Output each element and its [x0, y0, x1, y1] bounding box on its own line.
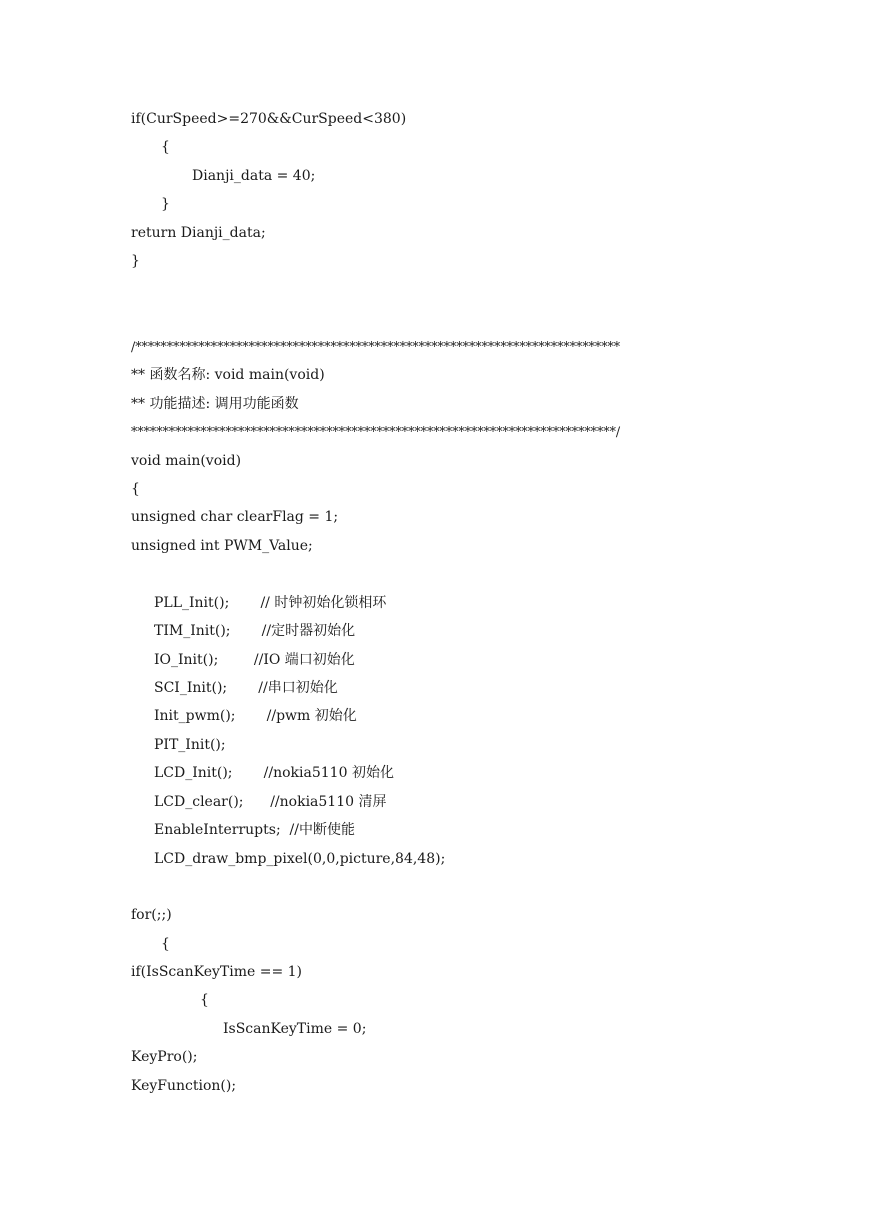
code-line: return Dianji_data;	[131, 225, 266, 241]
comment-function-name: ** 函数名称: void main(void)	[131, 367, 325, 383]
code-line: for(;;)	[131, 907, 172, 923]
code-line: unsigned int PWM_Value;	[131, 538, 313, 554]
code-line: }	[131, 253, 140, 269]
code-line: Init_pwm(); //pwm 初始化	[154, 708, 357, 724]
code-line: if(IsScanKeyTime == 1)	[131, 964, 303, 980]
code-line: SCI_Init(); //串口初始化	[154, 680, 338, 696]
code-line: {	[161, 936, 170, 952]
code-line: IO_Init(); //IO 端口初始化	[154, 652, 355, 668]
code-line: PIT_Init();	[154, 737, 226, 753]
code-line: KeyFunction();	[131, 1078, 237, 1094]
code-line: if(CurSpeed>=270&&CurSpeed<380)	[131, 111, 407, 127]
code-line: PLL_Init(); // 时钟初始化锁相环	[154, 595, 387, 611]
code-line: TIM_Init(); //定时器初始化	[154, 623, 356, 639]
comment-border-bottom: *****************************************************************************/	[131, 424, 621, 439]
code-line: LCD_clear(); //nokia5110 清屏	[154, 794, 387, 810]
code-line: EnableInterrupts; //中断使能	[154, 822, 355, 838]
code-line: Dianji_data = 40;	[192, 168, 316, 184]
comment-function-desc: ** 功能描述: 调用功能函数	[131, 396, 299, 412]
code-line: void main(void)	[131, 453, 242, 469]
code-line: {	[131, 481, 140, 497]
code-line: unsigned char clearFlag = 1;	[131, 509, 339, 525]
code-line: LCD_Init(); //nokia5110 初始化	[154, 765, 394, 781]
code-line: {	[200, 992, 209, 1008]
code-line: {	[161, 139, 170, 155]
comment-border-top: /*****************************************************************************	[131, 339, 621, 354]
code-line: LCD_draw_bmp_pixel(0,0,picture,84,48);	[154, 851, 446, 867]
code-line: IsScanKeyTime = 0;	[223, 1021, 367, 1037]
code-line: }	[161, 196, 170, 212]
code-line: KeyPro();	[131, 1049, 198, 1065]
